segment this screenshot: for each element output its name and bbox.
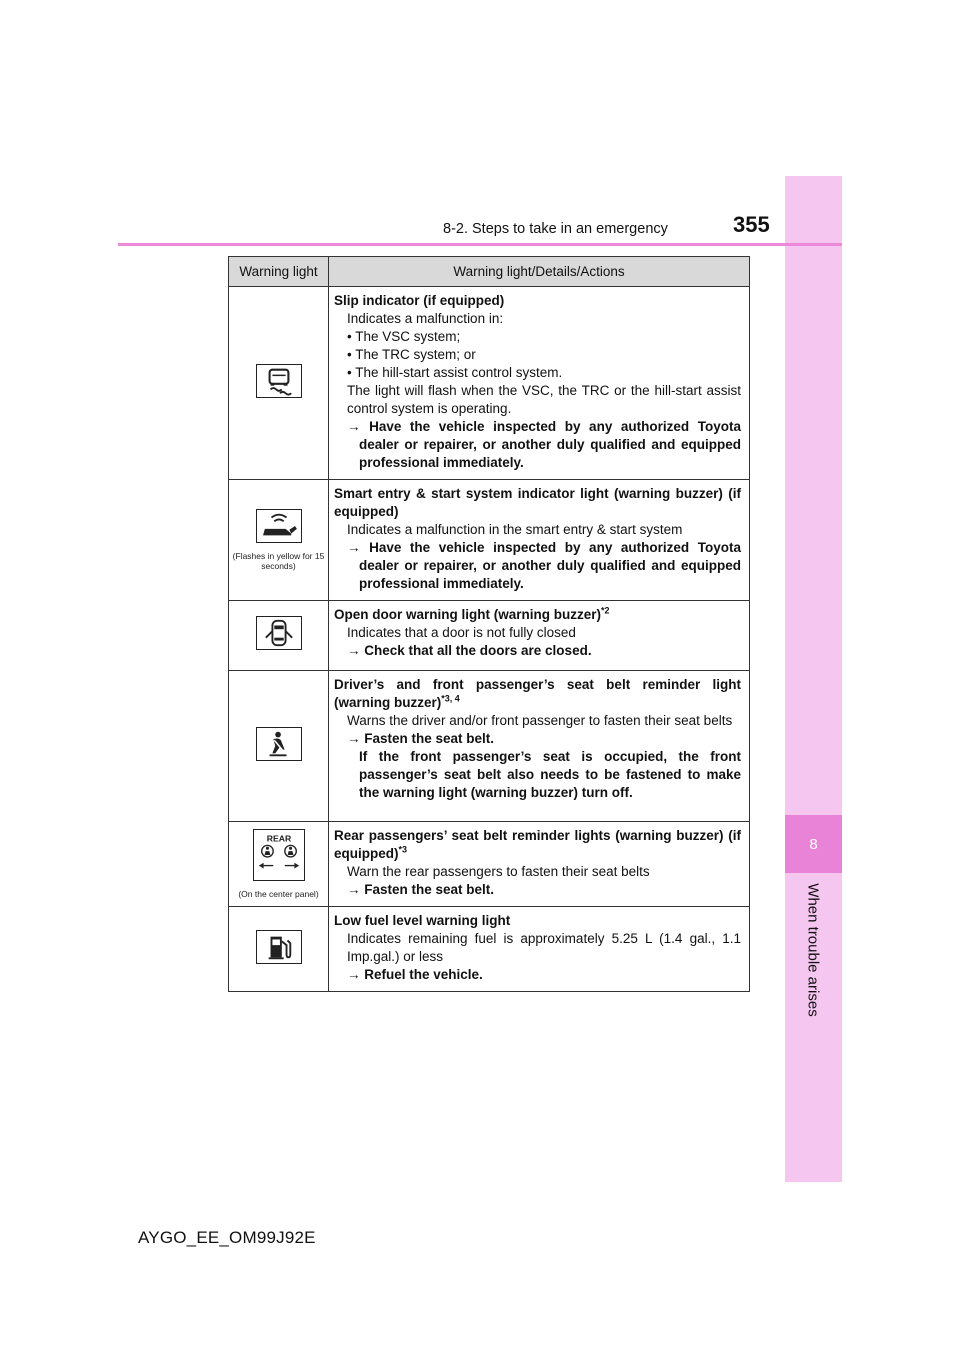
- fuel-pump-icon: [256, 930, 302, 964]
- action-extra: If the front passenger’s seat is occupied, the front passenger’s seat belt also needs to be fastened to make the warning light (warning buzzer) turn off.: [359, 749, 741, 800]
- action-text: → Fasten the seat belt.: [347, 882, 495, 897]
- detail-line: Warn the rear passengers to fasten their seat belts: [347, 864, 650, 879]
- table-row: [229, 822, 750, 907]
- bullet-item: • The TRC system; or: [347, 347, 476, 362]
- detail-line: Indicates that a door is not fully closed: [347, 625, 576, 640]
- row-title: Smart entry & start system indicator light (warning buzzer) (if equipped): [334, 486, 741, 519]
- table-header-row: [229, 257, 750, 287]
- document-code: AYGO_EE_OM99J92E: [138, 1228, 316, 1247]
- header-rule: [118, 243, 842, 246]
- icon-cell: [229, 287, 329, 480]
- chapter-side-tab: [785, 176, 842, 1182]
- icon-cell: [229, 480, 329, 601]
- details-cell: [329, 907, 750, 992]
- page-number: 355: [733, 212, 770, 237]
- details-cell: [329, 822, 750, 907]
- icon-cell: [229, 822, 329, 907]
- footnote-ref: *3: [398, 844, 408, 855]
- detail-line: Indicates a malfunction in the smart entry & start system: [347, 522, 683, 537]
- table-row: [229, 601, 750, 671]
- footnote-ref: *2: [601, 605, 610, 616]
- row-title: [334, 827, 741, 863]
- chapter-number: 8: [809, 835, 818, 853]
- details-cell: [329, 287, 750, 480]
- detail-line: Indicates remaining fuel is approximately 5.25 L (1.4 gal., 1.1 Imp.gal.) or less: [347, 931, 741, 964]
- action-text: → Check that all the doors are closed.: [347, 643, 592, 658]
- detail-line: The light will flash when the VSC, the TRC or the hill-start assist control system is operating.: [347, 383, 741, 416]
- icon-note: (On the center panel): [238, 889, 319, 899]
- row-title: [334, 676, 741, 712]
- row-title: Low fuel level warning light: [334, 913, 511, 928]
- row-title: Slip indicator (if equipped): [334, 293, 505, 308]
- details-cell: [329, 480, 750, 601]
- bullet-item: • The VSC system;: [347, 329, 461, 344]
- icon-cell: [229, 601, 329, 671]
- icon-note: (Flashes in yellow for 15 seconds): [232, 551, 325, 571]
- table-row: [229, 671, 750, 822]
- table-row: [229, 480, 750, 601]
- section-title: 8-2. Steps to take in an emergency: [443, 221, 668, 237]
- icon-cell: [229, 907, 329, 992]
- action-text: → Have the vehicle inspected by any authorized Toyota dealer or repairer, or another duly qualified and equipped professional immediately.: [347, 419, 741, 470]
- action-text: → Fasten the seat belt.: [347, 731, 495, 746]
- table-row: [229, 907, 750, 992]
- chapter-title: When trouble arises: [804, 883, 822, 1017]
- column-header-warning-light: Warning light: [229, 257, 329, 287]
- seat-belt-icon: [256, 727, 302, 761]
- row-title-text: Rear passengers’ seat belt reminder lights (warning buzzer) (if equipped): [334, 828, 741, 861]
- row-title: [334, 606, 741, 624]
- rear-seat-belt-icon: [253, 829, 305, 881]
- row-title-text: Open door warning light (warning buzzer): [334, 607, 601, 622]
- bullet-item: • The hill-start assist control system.: [347, 365, 563, 380]
- warning-light-table: [228, 256, 750, 992]
- table-row: [229, 287, 750, 480]
- slip-indicator-icon: [256, 364, 302, 398]
- footnote-ref: *3, 4: [441, 693, 460, 704]
- row-title-text: Driver’s and front passenger’s seat belt reminder light (warning buzzer): [334, 677, 741, 710]
- chapter-number-badge: [785, 815, 842, 873]
- column-header-details: Warning light/Details/Actions: [329, 257, 750, 287]
- smart-key-icon: [256, 509, 302, 543]
- action-text: → Refuel the vehicle.: [347, 967, 483, 982]
- details-cell: [329, 601, 750, 671]
- details-cell: [329, 671, 750, 822]
- detail-line: Warns the driver and/or front passenger to fasten their seat belts: [347, 713, 733, 728]
- rear-label: REAR: [266, 833, 291, 844]
- open-door-icon: [256, 616, 302, 650]
- icon-cell: [229, 671, 329, 822]
- action-text: → Have the vehicle inspected by any authorized Toyota dealer or repairer, or another duly qualified and equipped professional immediately.: [347, 540, 741, 591]
- detail-line: Indicates a malfunction in:: [347, 311, 504, 326]
